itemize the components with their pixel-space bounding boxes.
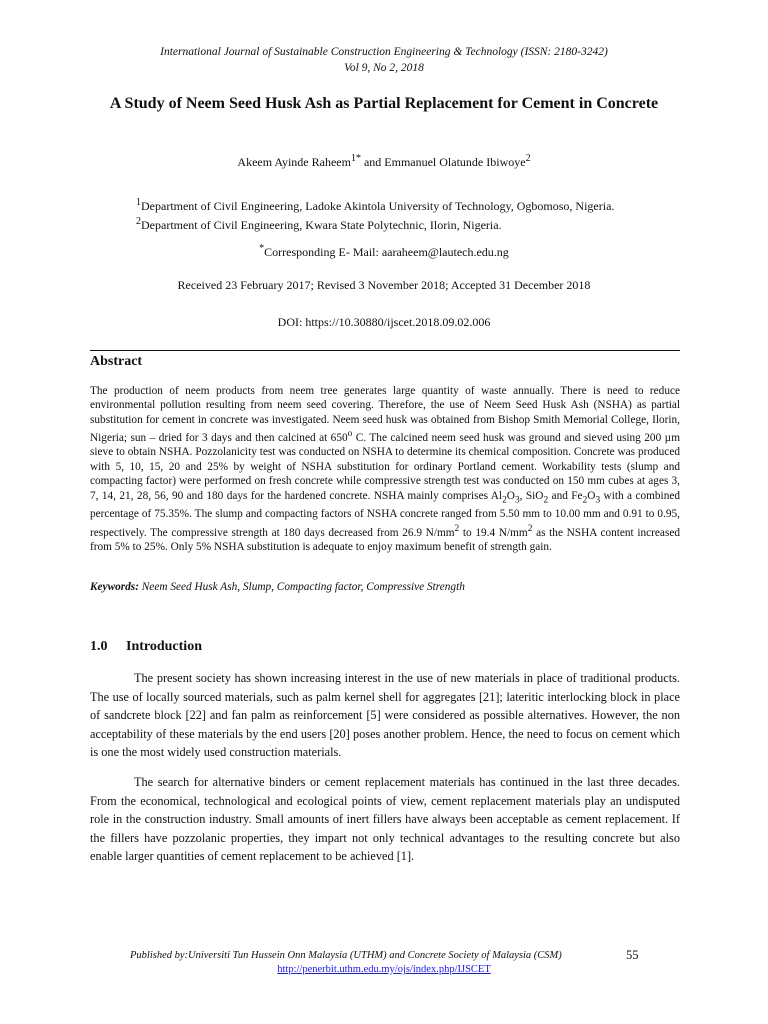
submission-dates: Received 23 February 2017; Revised 3 November 2018; Accepted 31 December 2018: [177, 278, 591, 292]
keywords-label: Keywords:: [90, 581, 139, 593]
abstract-degree: o: [347, 429, 353, 440]
affiliations: [136, 195, 614, 233]
abstract-subscript: 2: [582, 494, 588, 505]
paper-title: A Study of Neem Seed Husk Ash as Partial Replacement for Cement in Concrete: [109, 95, 659, 112]
page-number: 55: [626, 948, 639, 962]
abstract-text: with a combined percentage of 75.35%. The slump and compacting factors of NSHA concrete ranged from 5.50 mm to 10.00 mm and 0.91 to 0.95, respectively. The compressive strength at 180 days decreased from 26.9 N/mm: [90, 489, 681, 539]
abstract-subscript: 3: [514, 494, 520, 505]
affiliation-1-marker: 1: [136, 197, 141, 208]
abstract-text: C. The calcined neem seed husk was ground and sieved using 200 µm sieve to obtain NSHA. Pozzolanicity test was conducted on NSHA to determine its chemical composition. Concrete was produced with 5, 10, 15, 20 and 25% by weight of NSHA substitution for ordinary Portland cement. Workability tests (slump and compacting factor) were performed on fresh concrete while compressive strength test was conducted on 150 mm cubes at ages 3, 7, 14, 21, 28, 56, 90 and 180 days for the hardened concrete. NSHA mainly comprises Al: [90, 431, 680, 502]
journal-header: [0, 44, 768, 76]
abstract-subscript: 3: [595, 494, 601, 505]
abstract-text: The production of neem products from neem tree generates large quantity of waste annually. There is need to reduce environmental pollution resulting from neem seed covering. Therefore, the use of Neem Seed Husk Ash (NSHA) as partial substitution for cement in concrete was investigated. Neem seed husk was obtained from Bishop Smith Memorial College, Ilorin, Nigeria; sun – dried for 3 days and then calcined at 650: [90, 385, 680, 444]
abstract-rule: [90, 350, 680, 351]
abstract-text: O: [506, 489, 515, 502]
body-paragraph: The search for alternative binders or cement replacement materials has continued in the last three decades. From the economical, technological and ecological points of view, cement replacement materials play an undisputed role in the construction industry. Small amounts of inert fillers have always been acceptable as cement replacement. If the fillers have pozzolanic properties, they impart not only technical advantages to the resulting concrete but also enable larger quantities of cement replacement to be achieved [1].: [90, 775, 680, 863]
doi-line: DOI: https://10.30880/ijscet.2018.09.02.006: [277, 315, 491, 329]
body-paragraph: The present society has shown increasing interest in the use of new materials in place of traditional products. The use of locally sourced materials, such as palm kernel shell for aggregates [21]; lateritic interlocking block in place of sandcrete block [22] and fan palm as reinforcement [5] were considered as possible alternatives. However, the non acceptability of these materials by the end users [20] poses another problem. Hence, the need to focus on cement which is one the most widely used construction materials.: [90, 671, 680, 759]
journal-volume: Vol 9, No 2, 2018: [344, 62, 424, 74]
abstract-text: as the NSHA content increased from 5% to 25%. Only 5% NSHA substitution is adequate to enjoy maximum benefit of strength gain.: [90, 526, 681, 553]
publisher-line: Published by:Universiti Tun Hussein Onn Malaysia (UTHM) and Concrete Society of Malaysia (CSM): [130, 950, 562, 961]
keywords-text: Neem Seed Husk Ash, Slump, Compacting factor, Compressive Strength: [138, 581, 465, 593]
keywords: [90, 581, 680, 593]
abstract-text: O: [587, 489, 596, 502]
journal-name: International Journal of Sustainable Construction Engineering & Technology (ISSN: 2180-3242): [160, 46, 608, 58]
abstract-text: and Fe: [548, 489, 583, 502]
journal-link[interactable]: http://penerbit.uthm.edu.my/ojs/index.php/IJSCET: [277, 964, 491, 975]
section-number: 1.0: [90, 639, 108, 654]
corresponding-email: [0, 243, 768, 260]
affiliation-1: [136, 195, 614, 214]
author-2-marker: 2: [525, 153, 531, 164]
abstract-text: , SiO: [519, 489, 544, 502]
author-2: Emmanuel Olatunde Ibiwoye: [384, 155, 526, 169]
abstract-superscript: 2: [527, 523, 533, 534]
author-1: Akeem Ayinde Raheem: [237, 155, 351, 169]
section-heading: [90, 639, 202, 655]
corresponding-marker: *: [259, 243, 265, 254]
corresponding-text: Corresponding E- Mail: aaraheem@lautech.edu.ng: [264, 245, 509, 259]
affiliation-1-text: Department of Civil Engineering, Ladoke Akintola University of Technology, Ogbomoso, Nigeria.: [141, 199, 615, 213]
author-1-marker: 1*: [350, 153, 361, 164]
abstract-body: [90, 384, 680, 554]
abstract-superscript: 2: [454, 523, 460, 534]
section-title: Introduction: [126, 639, 202, 654]
abstract-subscript: 2: [502, 494, 507, 505]
abstract-heading: Abstract: [90, 354, 143, 369]
affiliation-2-text: Department of Civil Engineering, Kwara State Polytechnic, Ilorin, Nigeria.: [141, 218, 502, 232]
author-line: [0, 153, 768, 170]
author-joiner: and: [360, 155, 385, 169]
abstract-subscript: 2: [543, 494, 549, 505]
affiliation-2-marker: 2: [136, 216, 141, 227]
affiliation-2: [136, 214, 614, 233]
abstract-text: to 19.4 N/mm: [459, 526, 528, 539]
